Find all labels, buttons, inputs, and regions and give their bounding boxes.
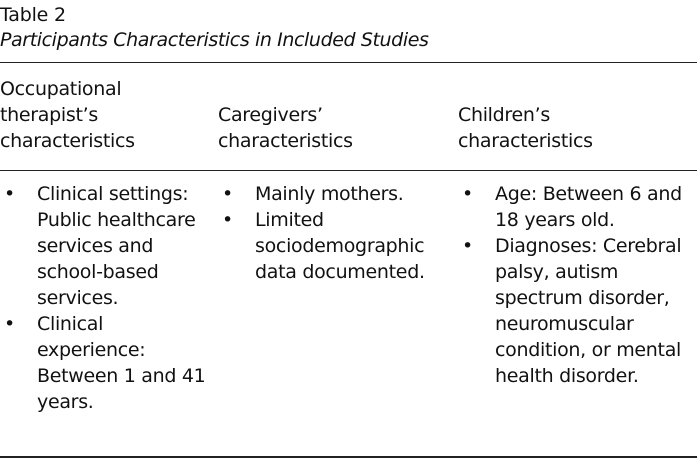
list-item-text: Clinical settings: Public healthcare services and school-based services. [37,183,196,309]
list-item [0,311,213,415]
bullet-icon: • [222,209,233,231]
list-item [458,233,697,389]
column-header-caregivers: Caregivers’ characteristics [218,104,353,152]
table-caption: Participants Characteristics in Included Studies [0,29,429,51]
list-item [218,207,455,285]
table-label: Table 2 [0,4,66,26]
occupational-therapist-list [0,181,213,415]
list-item-text: Diagnoses: Cerebral palsy, autism spectrum disorder, neuromuscular condition, or mental health disorder. [495,235,682,387]
bullet-icon: • [4,313,15,335]
caregivers-list [218,181,455,285]
table-header-rule [0,170,697,171]
list-item-text: Mainly mothers. [255,183,404,205]
bullet-icon: • [462,183,473,205]
list-item-text: Age: Between 6 and 18 years old. [495,183,682,231]
list-item [458,181,697,233]
children-list [458,181,697,389]
column-header-occupational-therapist: Occupational therapist’s characteristics [0,78,135,152]
table-top-rule [0,62,697,63]
list-item-text: Clinical experience: Between 1 and 41 years. [37,313,206,413]
column-header-children: Children’s characteristics [458,104,593,152]
bullet-icon: • [4,183,15,205]
table-bottom-rule [0,456,697,458]
bullet-icon: • [222,183,233,205]
list-item-text: Limited sociodemographic data documented. [255,209,425,283]
list-item [0,181,213,311]
bullet-icon: • [462,235,473,257]
list-item [218,181,455,207]
